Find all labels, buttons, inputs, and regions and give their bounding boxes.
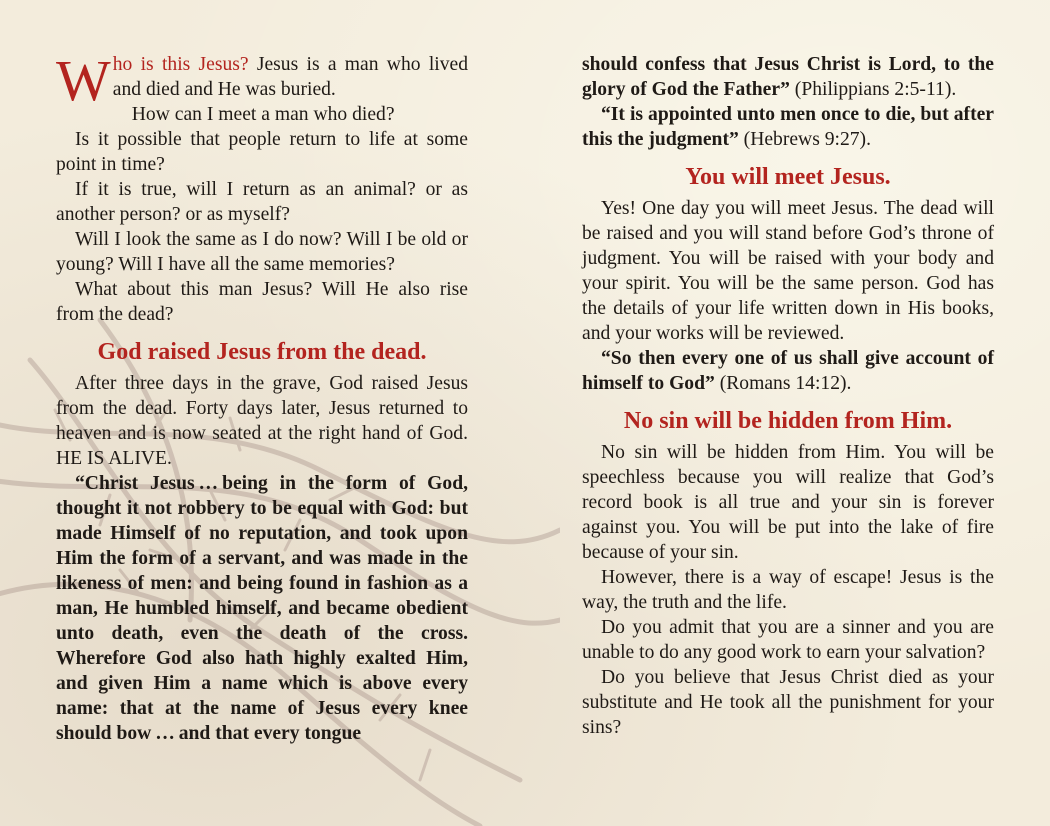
paragraph: Yes! One day you will meet Jesus. The dead will be raised and you will stand before God’s throne of judgment. You will be raised with your body and your spirit. You will be the same person. God has the details of your life written down in His books, and your works will be reviewed. [582, 198, 994, 344]
intro-paragraph [56, 48, 468, 113]
intro-text: Jesus is a man who lived and died and He was buried. [112, 54, 468, 100]
drop-cap: W [56, 48, 111, 113]
scripture-quote: “Christ Jesus … being in the form of God, thought it not robbery to be equal with God: but made Himself of no reputation, and took upon Him the form of a servant, and was made in the likeness of men: and being found in fashion as a man, He humbled himself, and became obedient unto death, even the death of the cross. Wherefore God also hath highly exalted Him, and given Him a name which is above every name: that at the name of Jesus every knee should bow … and that every tongue [56, 473, 468, 744]
scripture-quote-continued [582, 52, 994, 102]
paragraph: Do you admit that you are a sinner and you are unable to do any good work to earn your salvation? [582, 617, 994, 663]
paragraph: If it is true, will I return as an animal? or as another person? or as myself? [56, 179, 468, 225]
scripture-text: “So then every one of us shall give account of himself to God” [582, 348, 994, 394]
section-heading: You will meet Jesus. [685, 164, 891, 190]
intro-question: ho is this Jesus? [112, 54, 249, 75]
scripture-reference: (Hebrews 9:27). [738, 129, 871, 150]
scripture-reference: (Romans 14:12). [714, 373, 852, 394]
section-heading: No sin will be hidden from Him. [623, 408, 953, 434]
left-column [56, 48, 468, 746]
paragraph: How can I meet a man who died? [131, 104, 395, 125]
paragraph: No sin will be hidden from Him. You will be speechless because you will realize that God’s record book is all true and your sin is forever against you. You will be put into the lake of fire because of your sin. [582, 442, 994, 563]
paragraph: However, there is a way of escape! Jesus is the way, the truth and the life. [582, 567, 994, 613]
paragraph: Do you believe that Jesus Christ died as your substitute and He took all the punishment for your sins? [582, 667, 994, 738]
scripture-text: should confess that Jesus Christ is Lord, to the glory of God the Father” [582, 54, 994, 100]
section-heading: God raised Jesus from the dead. [97, 339, 427, 365]
paragraph: What about this man Jesus? Will He also rise from the dead? [56, 279, 468, 325]
paragraph: Is it possible that people return to life at some point in time? [56, 129, 468, 175]
scripture-text: “It is appointed unto men once to die, but after this the judgment” [582, 104, 994, 150]
scripture-reference: (Philippians 2:5-11). [789, 79, 957, 100]
scripture-quote [582, 346, 994, 396]
scripture-quote [582, 102, 994, 152]
right-column [582, 52, 994, 740]
paragraph: Will I look the same as I do now? Will I be old or young? Will I have all the same memories? [56, 229, 468, 275]
paragraph: After three days in the grave, God raised Jesus from the dead. Forty days later, Jesus returned to heaven and is now seated at the right hand of God. HE IS ALIVE. [56, 373, 468, 469]
